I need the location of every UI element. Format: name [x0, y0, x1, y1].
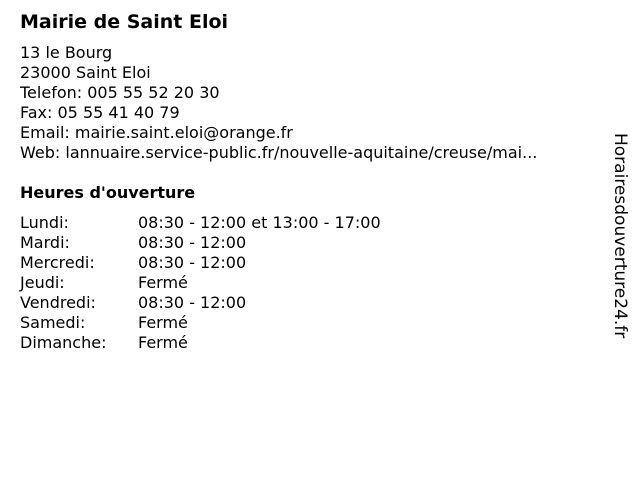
- address-street: 13 le Bourg: [20, 43, 113, 62]
- phone-line: [20, 83, 537, 103]
- email-link[interactable]: mairie.saint.eloi@orange.fr: [74, 123, 293, 142]
- day-label: Mercredi:: [20, 253, 95, 272]
- contact-block: [20, 43, 537, 163]
- web-link[interactable]: lannuaire.service-public.fr/nouvelle-aquitaine/creuse/mai...: [65, 143, 538, 162]
- day-label: Jeudi:: [20, 273, 65, 292]
- email-line: [20, 123, 537, 143]
- day-label: Vendredi:: [20, 293, 96, 312]
- hours-value: 08:30 - 12:00 et 13:00 - 17:00: [138, 213, 381, 232]
- day-label: Samedi:: [20, 313, 86, 332]
- site-watermark: Horairesdouverture24.fr: [610, 133, 630, 339]
- page-title: Mairie de Saint Eloi: [20, 11, 229, 33]
- hours-value: Fermé: [138, 313, 188, 332]
- fax-label: Fax:: [20, 103, 53, 122]
- web-label: Web:: [20, 143, 61, 162]
- phone-value[interactable]: 005 55 52 20 30: [87, 83, 220, 102]
- hours-value: 08:30 - 12:00: [138, 253, 247, 272]
- address-city: 23000 Saint Eloi: [20, 63, 151, 82]
- hours-value: Fermé: [138, 273, 188, 292]
- day-label: Dimanche:: [20, 333, 107, 352]
- day-label: Mardi:: [20, 233, 70, 252]
- hours-value: 08:30 - 12:00: [138, 233, 247, 252]
- hours-value: 08:30 - 12:00: [138, 293, 247, 312]
- web-line: [20, 143, 537, 163]
- fax-line: [20, 103, 537, 123]
- opening-hours-heading: Heures d'ouverture: [20, 183, 196, 202]
- day-label: Lundi:: [20, 213, 69, 232]
- fax-value: 05 55 41 40 79: [57, 103, 180, 122]
- hours-value: Fermé: [138, 333, 188, 352]
- email-label: Email:: [20, 123, 70, 142]
- phone-label: Telefon:: [20, 83, 83, 102]
